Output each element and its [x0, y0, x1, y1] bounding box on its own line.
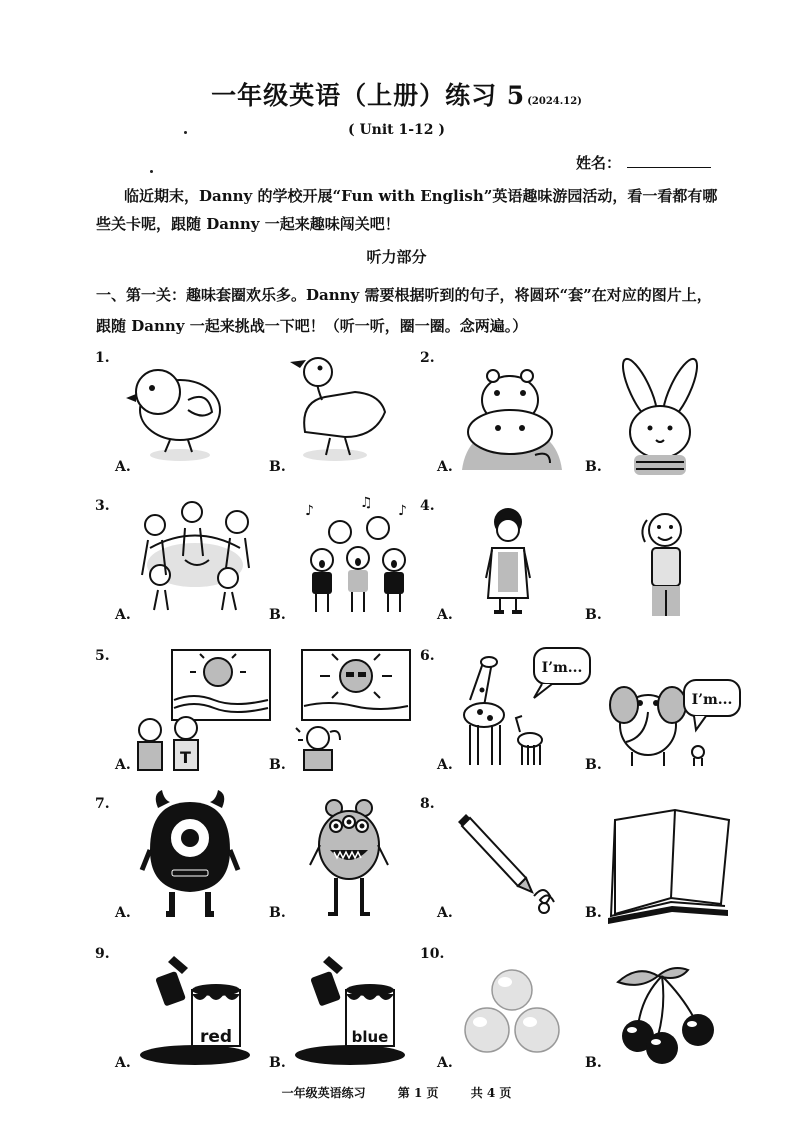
question-3 [95, 495, 407, 623]
three-eyed-monster-icon[interactable] [310, 800, 388, 914]
option-b-label: B. [269, 1055, 286, 1071]
speech-bubble [684, 680, 740, 730]
question-number: 3. [95, 498, 110, 514]
question-4 [420, 498, 681, 623]
paint-label: blue [351, 1028, 389, 1046]
option-b-label: B. [585, 757, 602, 773]
option-b-label: B. [585, 459, 602, 475]
svg-text:♪: ♪ [305, 503, 314, 519]
question-number: 8. [420, 796, 435, 812]
question-9 [95, 946, 405, 1071]
option-a-label: A. [115, 905, 131, 921]
question-number: 6. [420, 648, 435, 664]
footer-course: 一年级英语练习 [281, 1086, 366, 1100]
sunny-day-icon[interactable] [138, 650, 270, 770]
question-1 [95, 350, 385, 475]
book-icon[interactable] [608, 810, 729, 924]
mother-icon[interactable] [486, 508, 530, 614]
section-title: 听力部分 [366, 248, 427, 266]
pencil-icon[interactable] [458, 814, 554, 913]
bubble-text: I’m... [541, 660, 583, 676]
page-title: 一年级英语（上册）练习 5 (2024.12) [211, 81, 582, 110]
option-b-label: B. [585, 607, 602, 623]
option-b-label: B. [269, 607, 286, 623]
peaches-icon[interactable] [465, 970, 559, 1052]
giraffe-icon[interactable] [464, 657, 542, 765]
duck-icon[interactable] [290, 358, 385, 461]
question-5 [95, 648, 410, 773]
title-date: (2024.12) [527, 96, 582, 107]
question-7 [95, 790, 388, 921]
boy-icon[interactable] [642, 514, 681, 616]
footer-total: 共 4 页 [470, 1086, 512, 1100]
svg-text:♪: ♪ [398, 503, 407, 519]
page-footer [0, 1084, 793, 1101]
option-a-label: A. [115, 459, 131, 475]
option-a-label: A. [437, 905, 453, 921]
children-dancing-icon[interactable] [142, 502, 249, 610]
page-subtitle: ( Unit 1-12 ) [347, 122, 446, 138]
question-number: 4. [420, 498, 435, 514]
rabbit-icon[interactable] [617, 355, 704, 475]
option-a-label: A. [437, 1055, 453, 1071]
option-a-label: A. [115, 757, 131, 773]
option-a-label: A. [115, 1055, 131, 1071]
option-b-label: B. [269, 757, 286, 773]
question-number: 10. [420, 946, 445, 962]
speech-bubble [534, 648, 590, 698]
question-number: 2. [420, 350, 435, 366]
question-10 [420, 946, 714, 1071]
option-a-label: A. [115, 607, 131, 623]
option-a-label: A. [437, 757, 453, 773]
question-6 [420, 648, 740, 773]
instruction-paragraph: 一、第一关：趣味套圈欢乐多。Danny 需要根据听到的句子，将圆环“套”在对应的图片上，跟随 Danny 一起来挑战一下吧！（听一听，圈一圈。念两遍。） [96, 286, 712, 335]
option-b-label: B. [585, 905, 602, 921]
question-number: 1. [95, 350, 110, 366]
question-2 [420, 350, 703, 475]
bubble-text: I’m... [691, 692, 733, 708]
question-8 [420, 796, 729, 924]
red-paint-icon[interactable] [140, 956, 250, 1065]
chick-icon[interactable] [126, 370, 220, 461]
question-number: 9. [95, 946, 110, 962]
svg-text:T: T [180, 748, 191, 767]
footer-page: 第 1 页 [397, 1086, 439, 1100]
option-b-label: B. [585, 1055, 602, 1071]
option-a-label: A. [437, 607, 453, 623]
children-singing-icon[interactable] [305, 495, 407, 612]
svg-text:♫: ♫ [360, 495, 373, 511]
one-eyed-monster-icon[interactable] [142, 790, 238, 914]
intro-paragraph: 临近期末，Danny 的学校开展“Fun with English”英语趣味游园活动，看一看都有哪些关卡呢，跟随 Danny 一起来趣味闯关吧！ [96, 187, 718, 233]
option-b-label: B. [269, 459, 286, 475]
option-a-label: A. [437, 459, 453, 475]
blue-paint-icon[interactable] [295, 956, 405, 1065]
hippo-icon[interactable] [462, 370, 562, 470]
question-number: 7. [95, 796, 110, 812]
cherries-icon[interactable] [618, 968, 714, 1064]
paint-label: red [199, 1027, 233, 1047]
option-b-label: B. [269, 905, 286, 921]
name-label: 姓名： [576, 154, 622, 172]
question-number: 5. [95, 648, 110, 664]
hot-sun-icon[interactable] [296, 650, 410, 770]
